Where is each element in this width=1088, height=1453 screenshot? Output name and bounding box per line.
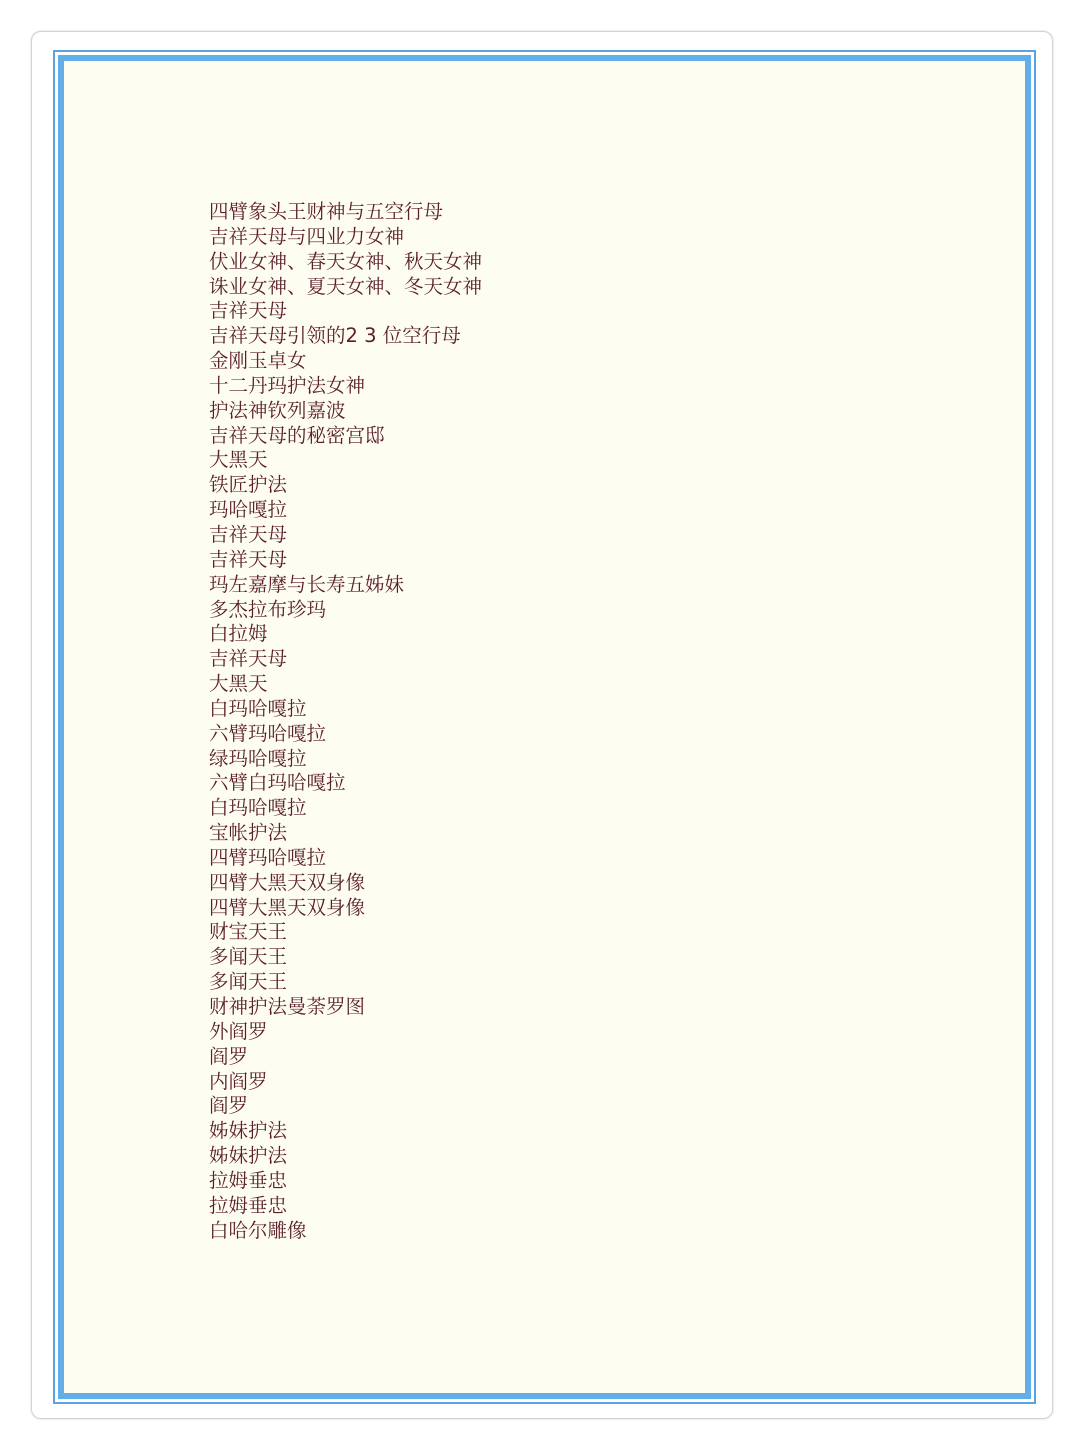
list-item: 财神护法曼荼罗图 — [209, 995, 366, 1018]
list-item: 四臂象头王财神与五空行母 — [209, 200, 444, 223]
list-item: 多闻天王 — [209, 970, 288, 994]
list-item: 白拉姆 — [209, 622, 268, 646]
list-item: 阎罗 — [209, 1044, 249, 1068]
list-item: 玛哈嘎拉 — [209, 498, 288, 522]
list-item: 六臂白玛哈嘎拉 — [209, 771, 346, 795]
list-item: 拉姆垂忠 — [209, 1193, 288, 1217]
list-item: 吉祥天母 — [209, 547, 288, 571]
list-item: 姊妹护法 — [209, 1144, 288, 1168]
list-item: 诛业女神、夏天女神、冬天女神 — [209, 274, 483, 298]
list-item: 吉祥天母 — [209, 299, 288, 323]
list-item: 阎罗 — [209, 1094, 249, 1118]
list-item: 内阎罗 — [209, 1069, 268, 1093]
list-item: 白哈尔雕像 — [209, 1218, 307, 1242]
list-item: 四臂大黑天双身像 — [209, 870, 366, 894]
list-item: 吉祥天母的秘密宫邸 — [209, 423, 385, 447]
list-item: 伏业女神、春天女神、秋天女神 — [209, 249, 483, 273]
list-item: 大黑天 — [209, 672, 268, 696]
list-item: 吉祥天母引领的2 3 位空行母 — [209, 324, 461, 348]
page-frame — [58, 55, 1031, 1399]
list-item: 四臂玛哈嘎拉 — [209, 845, 327, 869]
list-item: 财宝天王 — [209, 920, 288, 944]
list-item: 护法神钦列嘉波 — [209, 398, 346, 422]
list-item: 拉姆垂忠 — [209, 1168, 288, 1192]
list-item: 玛左嘉摩与长寿五姊妹 — [209, 572, 405, 596]
list-item: 大黑天 — [209, 448, 268, 472]
list-item: 姊妹护法 — [209, 1119, 288, 1143]
list-item: 多杰拉布珍玛 — [209, 597, 327, 621]
list-item: 白玛哈嘎拉 — [209, 696, 307, 720]
list-item: 多闻天王 — [209, 945, 288, 969]
list-item: 金刚玉卓女 — [209, 349, 307, 373]
list-item: 铁匠护法 — [209, 473, 288, 497]
list-item: 白玛哈嘎拉 — [209, 796, 307, 820]
list-item: 吉祥天母 — [209, 647, 288, 671]
list-item: 四臂大黑天双身像 — [209, 895, 366, 919]
entry-list — [209, 200, 482, 1243]
list-item: 十二丹玛护法女神 — [209, 373, 366, 397]
list-item: 绿玛哈嘎拉 — [209, 746, 307, 770]
list-item: 吉祥天母 — [209, 522, 288, 546]
list-item: 吉祥天母与四业力女神 — [209, 224, 405, 248]
list-item: 六臂玛哈嘎拉 — [209, 721, 327, 745]
list-item: 宝帐护法 — [209, 821, 288, 845]
list-item: 外阎罗 — [209, 1019, 268, 1043]
